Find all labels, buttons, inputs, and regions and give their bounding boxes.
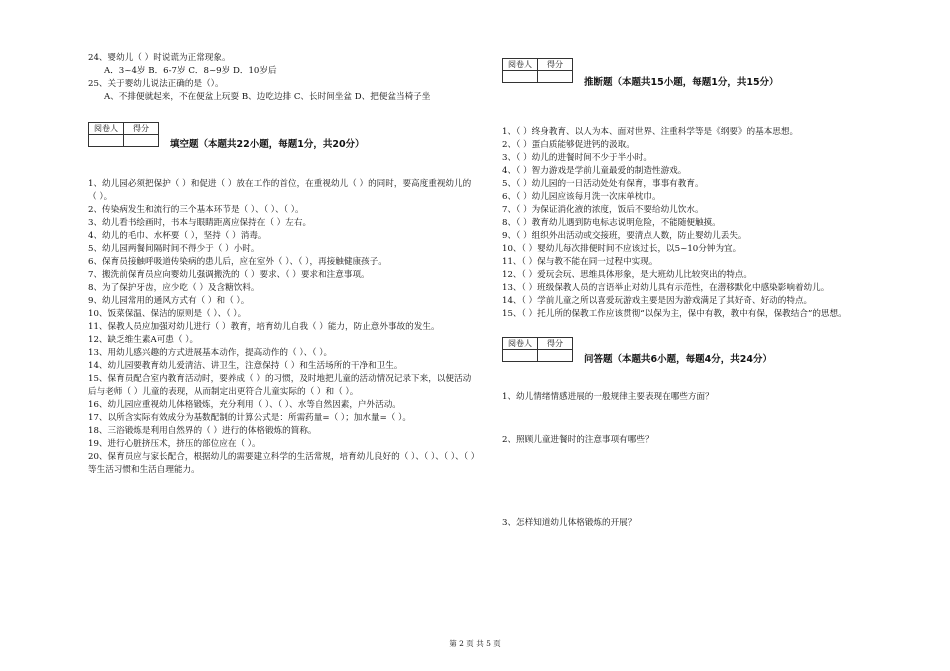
fill-item: 10、饭菜保温、保洁的原则是（ ）、（ ）。 bbox=[88, 309, 247, 319]
fill-item: 9、幼儿园常用的通风方式有（ ）和（ ）。 bbox=[88, 296, 250, 306]
judge-item: 9、（ ）组织外出活动或交接班，要清点人数，防止婴幼儿丢失。 bbox=[502, 231, 747, 241]
question-25-options: A、不排便就起来，不在便盆上玩耍 B、边吃边排 C、长时间坐盆 D、把便盆当椅子坐 bbox=[104, 92, 431, 102]
grader-label: 阅卷人 bbox=[89, 123, 124, 135]
fill-item: 11、保教人员应加强对幼儿进行（ ）教育，培育幼儿自我（ ）能力，防止意外事故的发生。 bbox=[88, 322, 440, 332]
score-label: 得分 bbox=[538, 59, 573, 71]
judge-title: 推断题（本题共15小题，每题1分，共15分） bbox=[584, 77, 779, 88]
judge-item: 6、（ ）幼儿园应该每月洗一次床单枕巾。 bbox=[502, 192, 661, 202]
fill-item: 19、进行心脏挤压术，挤压的部位应在（ ）。 bbox=[88, 439, 261, 449]
fill-blank-title: 填空题（本题共22小题，每题1分，共20分） bbox=[170, 139, 365, 150]
fill-item: 13、用幼儿感兴趣的方式进展基本动作，提高动作的（ ）、（ ）。 bbox=[88, 348, 333, 358]
fill-item: 14、幼儿园要教育幼儿爱清洁、讲卫生，注意保持（ ）和生活场所的干净和卫生。 bbox=[88, 361, 403, 371]
judge-item: 1、（ ）终身教育、以人为本、面对世界、注重科学等是《纲要》的基本思想。 bbox=[502, 127, 799, 137]
fill-item: 3、幼儿看书绘画时，书本与眼睛距离应保持在（ ）左右。 bbox=[88, 218, 312, 228]
judge-item: 10、（ ）婴幼儿每次排便时间不应该过长，以5~10分钟为宜。 bbox=[502, 244, 742, 254]
fill-blank-list bbox=[88, 178, 478, 477]
left-column bbox=[88, 52, 478, 477]
fill-item: 1、幼儿园必须把保护（ ）和促进（ ）放在工作的首位，在重视幼儿（ ）的同时，要高度重视幼儿的（ ）。 bbox=[88, 179, 472, 202]
fill-item: 20、保育员应与家长配合，根据幼儿的需要建立科学的生活常规，培育幼儿良好的（ ）、（ ）、（ ）、（ ）等生活习惯和生活自理能力。 bbox=[88, 452, 476, 475]
judge-item: 4、（ ）智力游戏是学前儿童最爱的制造性游戏。 bbox=[502, 166, 687, 176]
judge-item: 12、（ ）爱玩会玩、思维具体形象，是大班幼儿比较突出的特点。 bbox=[502, 270, 752, 280]
qa-section-header bbox=[502, 337, 897, 367]
grader-cell bbox=[89, 135, 124, 147]
fill-item: 16、幼儿园应重视幼儿体格锻炼，充分利用（ ）、（ ）、水等自然因素，户外活动。 bbox=[88, 400, 401, 410]
judge-section-header bbox=[502, 58, 897, 88]
grader-cell bbox=[503, 350, 538, 362]
fill-item: 12、缺乏维生素A可患（ ）。 bbox=[88, 335, 199, 345]
judge-item: 13、（ ）班级保教人员的言语举止对幼儿具有示范性，在潜移默化中感染影响着幼儿。 bbox=[502, 283, 830, 293]
fill-blank-section-header bbox=[88, 122, 478, 152]
grader-score-table bbox=[502, 337, 573, 362]
fill-item: 7、搬洗前保育员应向婴幼儿强调搬洗的（ ）要求、（ ）要求和注意事项。 bbox=[88, 270, 370, 280]
right-column bbox=[502, 58, 897, 530]
question-24-options: A．3~4岁 B．6-7岁 C．8~9岁 D．10岁后 bbox=[104, 66, 277, 76]
score-cell bbox=[538, 71, 573, 83]
judge-item: 7、（ ）为保证消化液的浓度，饭后不要给幼儿饮水。 bbox=[502, 205, 704, 215]
grader-label: 阅卷人 bbox=[503, 59, 538, 71]
grader-label: 阅卷人 bbox=[503, 338, 538, 350]
qa-title: 问答题（本题共6小题，每题4分，共24分） bbox=[584, 354, 772, 365]
judge-item: 5、（ ）幼儿园的一日活动处处有保育，事事有教育。 bbox=[502, 179, 704, 189]
fill-item: 6、保育员接触呼吸道传染病的患儿后，应在室外（ ）、（ ），再接触健康孩子。 bbox=[88, 257, 387, 267]
score-label: 得分 bbox=[124, 123, 159, 135]
grader-score-table bbox=[502, 58, 573, 83]
qa-item: 2、照顾儿童进餐时的注意事项有哪些？ bbox=[502, 435, 654, 445]
fill-item: 5、幼儿园两餐间隔时间不得少于（ ）小时。 bbox=[88, 244, 260, 254]
judge-list bbox=[502, 126, 897, 321]
fill-item: 17、以所含实际有效成分为基数配制的计算公式是：所需药量=（ ）；加水量=（ ）。 bbox=[88, 413, 411, 423]
judge-item: 2、（ ）蛋白质能够促进钙的汲取。 bbox=[502, 140, 635, 150]
qa-item: 1、幼儿情绪情感进展的一般规律主要表现在哪些方面？ bbox=[502, 392, 714, 402]
fill-item: 8、为了保护牙齿，应少吃（ ）及含糖饮料。 bbox=[88, 283, 260, 293]
score-label: 得分 bbox=[538, 338, 573, 350]
score-cell bbox=[538, 350, 573, 362]
question-25: 25、关于婴幼儿说法正确的是（）。 bbox=[88, 79, 224, 89]
judge-item: 3、（ ）幼儿的进餐时间不少于半小时。 bbox=[502, 153, 652, 163]
qa-item: 3、怎样知道幼儿体格锻炼的开展？ bbox=[502, 518, 637, 528]
judge-item: 14、（ ）学前儿童之所以喜爱玩游戏主要是因为游戏满足了其好奇、好动的特点。 bbox=[502, 296, 813, 306]
fill-item: 4、幼儿的毛巾、水杯要（ ），坚持（ ）消毒。 bbox=[88, 231, 267, 241]
judge-item: 15、（ ）托儿所的保教工作应该贯彻“以保为主，保中有教，教中有保，保教结合”的思想。 bbox=[502, 309, 847, 319]
judge-item: 11、（ ）保与教不能在同一过程中实现。 bbox=[502, 257, 658, 267]
fill-item: 15、保育员配合室内教育活动时，要养成（ ）的习惯，及时地把儿童的活动情况记录下来，以便活动后与老师（ ）儿童的表现，从而制定出更符合儿童实际的（ ）和（ ）。 bbox=[88, 374, 472, 397]
fill-item: 2、传染病发生和流行的三个基本环节是（ ）、（ ）、（ ）。 bbox=[88, 205, 304, 215]
judge-item: 8、（ ）教育幼儿遇到防电标志说明危险，不能随便触摸。 bbox=[502, 218, 721, 228]
page-number: 第 2 页 共 5 页 bbox=[449, 639, 501, 648]
score-cell bbox=[124, 135, 159, 147]
question-24: 24、婴幼儿（ ）时说谎为正常现象。 bbox=[88, 53, 231, 63]
grader-cell bbox=[503, 71, 538, 83]
grader-score-table bbox=[88, 122, 159, 147]
fill-item: 18、三浴锻炼是利用自然界的（ ）进行的体格锻炼的简称。 bbox=[88, 426, 317, 436]
